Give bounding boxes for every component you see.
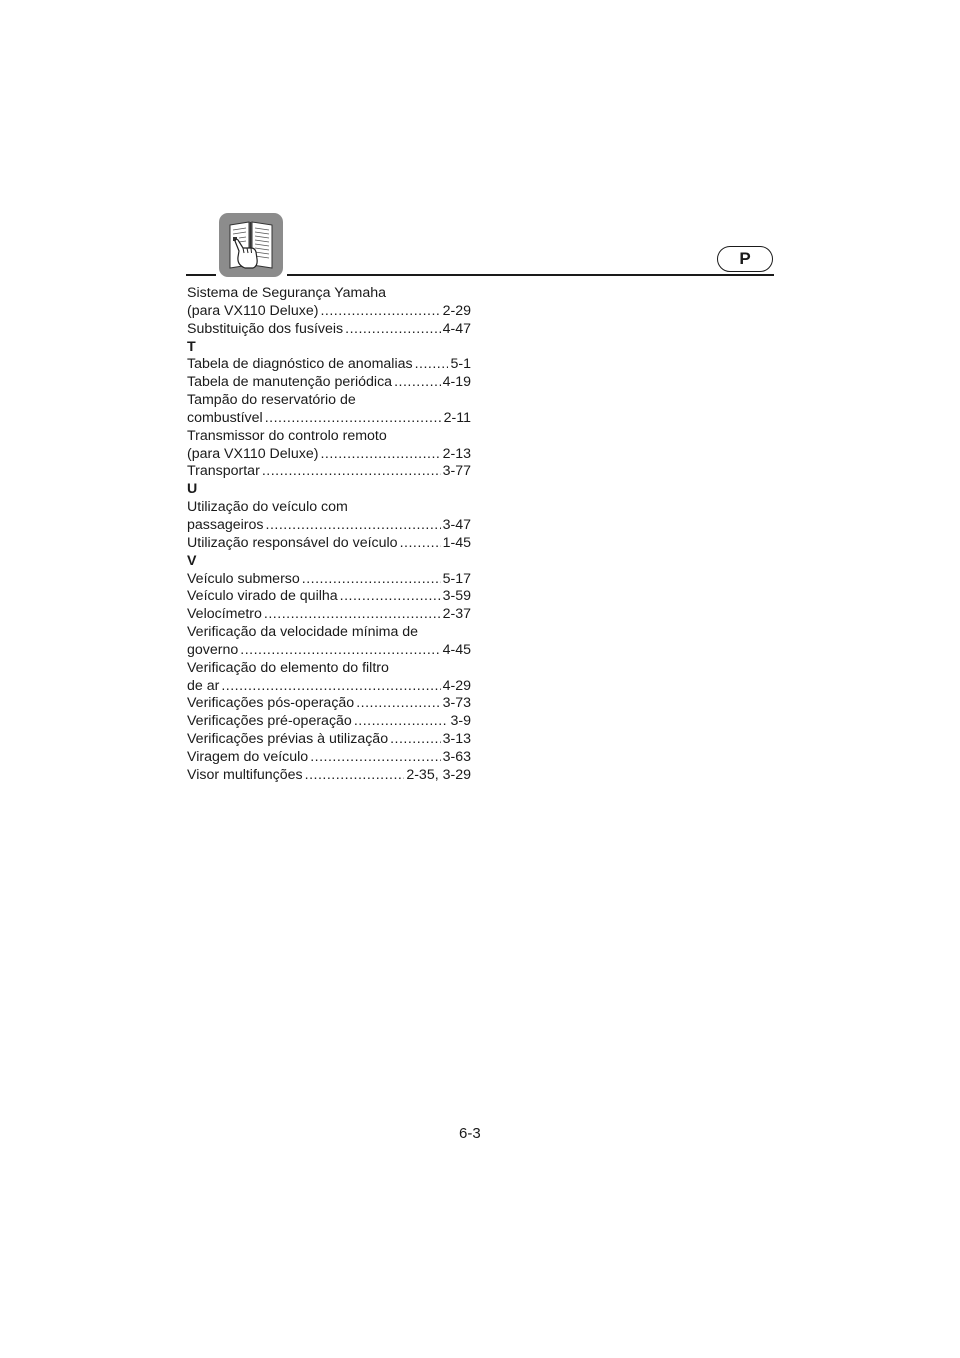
index-entry-continued: Utilização do veículo com: [187, 499, 348, 516]
language-badge: P: [717, 246, 773, 272]
dot-leader: [262, 463, 441, 481]
index-entry-title: Verificações pré-operação: [187, 713, 352, 730]
index-entry: [187, 374, 471, 392]
index-entry-page: 4-45: [442, 641, 471, 658]
index-entry-page: 1-45: [442, 534, 471, 551]
index-entry: [187, 695, 471, 713]
index-entry-title: Visor multifunções: [187, 766, 303, 783]
index-entry-title: Substituição dos fusíveis: [187, 320, 344, 337]
index-entry-title: Tabela de manutenção periódica: [187, 374, 393, 391]
index-entry-title: Utilização responsável do veículo: [187, 534, 398, 551]
index-entry-page: 2-29: [442, 302, 471, 319]
dot-leader: [340, 588, 441, 606]
dot-leader: [415, 356, 449, 374]
index-letter-heading: V: [187, 552, 197, 569]
index-entry: [187, 321, 471, 339]
index-letter-heading: T: [187, 338, 196, 355]
index-entry-page: 5-17: [442, 570, 471, 587]
index-entry: [187, 731, 471, 749]
index-entry-page: 3-47: [442, 516, 471, 533]
index-entry-page: 4-29: [442, 677, 471, 694]
dot-leader: [305, 767, 405, 785]
dot-leader: [394, 374, 441, 392]
index-entry-page: 2-35, 3-29: [406, 766, 471, 783]
index-entry: [187, 446, 471, 464]
index-entry-title: combustível: [187, 409, 263, 426]
dot-leader: [356, 695, 440, 713]
page-number: 6-3: [459, 1125, 481, 1142]
index-entry-title: Velocímetro: [187, 606, 262, 623]
index-entry-title: (para VX110 Deluxe): [187, 302, 319, 319]
index-entry-title: governo: [187, 641, 239, 658]
dot-leader: [240, 642, 440, 660]
index-entry-page: 4-19: [442, 374, 471, 391]
dot-leader: [264, 606, 441, 624]
index-entry-page: 5-1: [450, 356, 471, 373]
index-entry: [187, 678, 471, 696]
dot-leader: [221, 678, 440, 696]
dot-leader: [390, 731, 441, 749]
index-entry: [187, 642, 471, 660]
index-entry-title: Veículo virado de quilha: [187, 588, 338, 605]
index-entry-page: 2-37: [442, 606, 471, 623]
index-entry: [187, 588, 471, 606]
index-entry-continued: Sistema de Segurança Yamaha: [187, 285, 387, 301]
index-entry-title: de ar: [187, 677, 220, 694]
index-entry-page: 3-73: [442, 695, 471, 712]
dot-leader: [354, 713, 449, 731]
index-entry-title: Verificações pós-operação: [187, 695, 355, 712]
index-entry: [187, 749, 471, 767]
index-entry: [187, 517, 471, 535]
index-entry-page: 3-9: [450, 713, 471, 730]
index-entry: [187, 606, 471, 624]
dot-leader: [345, 321, 440, 339]
dot-leader: [320, 446, 440, 464]
dot-leader: [265, 410, 442, 428]
header-rule-right: [287, 274, 774, 276]
dot-leader: [320, 303, 440, 321]
dot-leader: [266, 517, 441, 535]
index-entry-continued: Verificação da velocidade mínima de: [187, 624, 419, 641]
index-letter-heading: U: [187, 481, 198, 498]
index-entry-title: Veículo submerso: [187, 570, 300, 587]
index-entry-page: 3-63: [442, 748, 471, 765]
index-entry-page: 2-13: [442, 445, 471, 462]
index-entry: [187, 463, 471, 481]
index-entry: [187, 535, 471, 553]
index-entry-page: 2-11: [443, 409, 471, 426]
index-entry-title: passageiros: [187, 516, 264, 533]
index-entry-title: Viragem do veículo: [187, 748, 309, 765]
index-entry: [187, 356, 471, 374]
dot-leader: [400, 535, 441, 553]
index-entry-title: Verificações prévias à utilização: [187, 731, 389, 748]
index-entry: [187, 410, 471, 428]
header-rule-left: [186, 274, 216, 276]
index-entry-continued: Tampão do reservatório de: [187, 392, 356, 409]
dot-leader: [310, 749, 440, 767]
index-entry-page: 3-13: [442, 731, 471, 748]
index-entry-title: Tabela de diagnóstico de anomalias: [187, 356, 413, 373]
index-entry-page: 3-77: [442, 463, 471, 480]
index-list: [187, 285, 471, 785]
index-entry-continued: Transmissor do controlo remoto: [187, 427, 387, 444]
index-entry-continued: Verificação do elemento do filtro: [187, 659, 389, 676]
dot-leader: [302, 571, 441, 589]
index-entry: [187, 713, 471, 731]
index-entry-page: 4-47: [442, 320, 471, 337]
index-entry-title: Transportar: [187, 463, 260, 480]
index-entry-page: 3-59: [442, 588, 471, 605]
index-entry-title: (para VX110 Deluxe): [187, 445, 319, 462]
index-entry: [187, 571, 471, 589]
manual-reading-hand-icon: [219, 213, 283, 277]
index-entry: [187, 303, 471, 321]
index-entry: [187, 767, 471, 785]
